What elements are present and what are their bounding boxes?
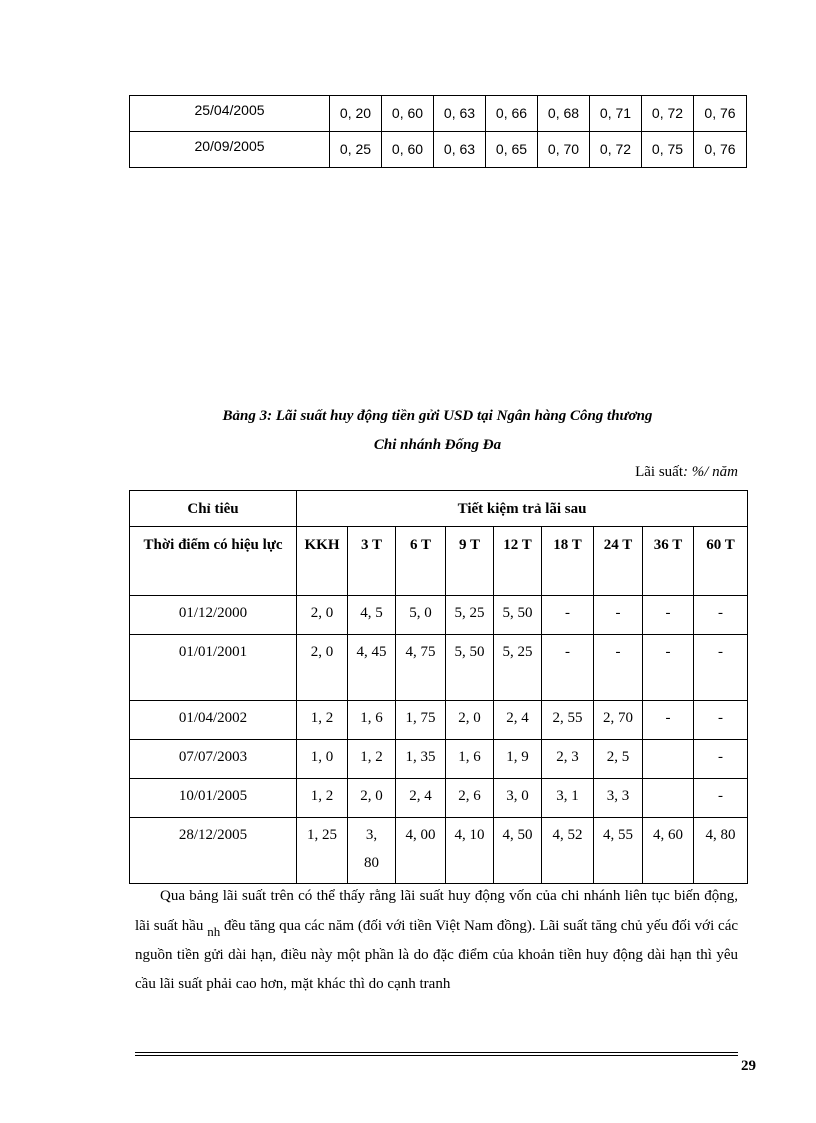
header-cell-savings-group: Tiết kiệm trả lãi sau	[297, 491, 748, 527]
top-rate-table	[129, 95, 747, 168]
rate-cell: 0, 76	[694, 96, 747, 132]
rate-cell: 1, 2	[297, 779, 348, 818]
rate-cell: 1, 6	[348, 701, 396, 740]
header-cell-term: 12 T	[494, 527, 542, 596]
rate-cell: 3, 80	[348, 818, 396, 884]
rate-cell: -	[643, 701, 694, 740]
rate-cell: -	[542, 635, 594, 701]
rate-cell: 2, 0	[348, 779, 396, 818]
rate-cell: -	[643, 596, 694, 635]
rate-cell: 0, 75	[642, 132, 694, 168]
rate-cell	[643, 779, 694, 818]
rate-cell: -	[594, 596, 643, 635]
date-cell: 01/12/2000	[130, 596, 297, 635]
table-row	[130, 635, 748, 701]
header-cell-term: KKH	[297, 527, 348, 596]
header-cell-indicator: Chỉ tiêu	[130, 491, 297, 527]
rate-cell: 5, 50	[494, 596, 542, 635]
rate-cell: 2, 3	[542, 740, 594, 779]
rate-cell: 4, 45	[348, 635, 396, 701]
rate-cell: 3, 1	[542, 779, 594, 818]
header-cell-term: 36 T	[643, 527, 694, 596]
rate-cell: -	[694, 635, 748, 701]
date-cell: 20/09/2005	[130, 132, 330, 168]
rate-cell: 0, 63	[434, 96, 486, 132]
rate-cell: 4, 00	[396, 818, 446, 884]
table-row	[130, 740, 748, 779]
rate-cell: -	[694, 740, 748, 779]
rate-cell: 3, 3	[594, 779, 643, 818]
rate-cell: 2, 0	[297, 596, 348, 635]
rate-cell: 3, 0	[494, 779, 542, 818]
rate-cell: 2, 4	[396, 779, 446, 818]
rate-cell: 4, 75	[396, 635, 446, 701]
unit-label	[635, 464, 738, 481]
table-row	[130, 596, 748, 635]
rate-cell: 5, 25	[494, 635, 542, 701]
rate-cell: -	[594, 635, 643, 701]
rate-cell: 4, 5	[348, 596, 396, 635]
rate-cell: -	[694, 779, 748, 818]
rate-cell: 1, 2	[297, 701, 348, 740]
rate-cell: 5, 50	[446, 635, 494, 701]
paragraph-text: đều tăng qua các năm (đối với tiền Việt Nam đồng). Lãi suất tăng chủ yếu đối với các nguồn tiền gửi dài hạn, điều này một phần là do đặc điểm của khoản tiền huy động dài hạn thì yêu cầu lãi suất phải cao hơn, mặt khác thì do cạnh tranh	[135, 918, 739, 992]
rate-cell: -	[542, 596, 594, 635]
rate-cell: 1, 25	[297, 818, 348, 884]
rate-cell: 2, 4	[494, 701, 542, 740]
table-row	[130, 779, 748, 818]
rate-cell: 4, 80	[694, 818, 748, 884]
rate-cell: 1, 75	[396, 701, 446, 740]
rate-cell: 0, 25	[330, 132, 382, 168]
table-row	[130, 701, 748, 740]
rate-cell: 1, 35	[396, 740, 446, 779]
rate-cell: 4, 60	[643, 818, 694, 884]
paragraph-text: Qua bảng lãi suất trên có thể thấy rằng lãi suất huy động vốn của chi nhánh liên tục biến động, lãi suất hầu	[135, 888, 738, 934]
table-row	[130, 132, 747, 168]
rate-cell: 0, 63	[434, 132, 486, 168]
footer-divider	[135, 1055, 738, 1056]
rate-cell: -	[694, 596, 748, 635]
rate-cell: 2, 0	[446, 701, 494, 740]
rate-cell: 4, 10	[446, 818, 494, 884]
rate-cell: 0, 60	[382, 96, 434, 132]
rate-cell: -	[643, 635, 694, 701]
rate-cell: 0, 76	[694, 132, 747, 168]
rate-cell: 1, 6	[446, 740, 494, 779]
header-cell-term: 60 T	[694, 527, 748, 596]
unit-label-value: : %/ năm	[683, 464, 738, 480]
rate-cell: 5, 25	[446, 596, 494, 635]
table-caption-title: Bảng 3: Lãi suất huy động tiền gửi USD tại Ngân hàng Công thương	[222, 408, 653, 424]
header-cell-effective-date: Thời điểm có hiệu lực	[130, 527, 297, 596]
header-row	[130, 491, 748, 527]
rate-cell: 4, 52	[542, 818, 594, 884]
unit-label-text: Lãi suất	[635, 464, 683, 480]
rate-cell: -	[694, 701, 748, 740]
date-cell: 10/01/2005	[130, 779, 297, 818]
rate-cell: 1, 2	[348, 740, 396, 779]
paragraph-subscript-note: nh	[207, 924, 221, 939]
rate-cell: 1, 9	[494, 740, 542, 779]
date-cell: 01/01/2001	[130, 635, 297, 701]
date-cell: 01/04/2002	[130, 701, 297, 740]
rate-cell: 0, 68	[538, 96, 590, 132]
rate-cell: 0, 60	[382, 132, 434, 168]
rate-cell: 5, 0	[396, 596, 446, 635]
rate-cell: 0, 72	[642, 96, 694, 132]
body-paragraph	[135, 882, 738, 999]
header-cell-term: 6 T	[396, 527, 446, 596]
rate-cell: 0, 20	[330, 96, 382, 132]
rate-cell: 2, 5	[594, 740, 643, 779]
rate-cell: 0, 72	[590, 132, 642, 168]
rate-cell: 0, 70	[538, 132, 590, 168]
rate-cell: 0, 71	[590, 96, 642, 132]
date-cell: 07/07/2003	[130, 740, 297, 779]
header-cell-term: 3 T	[348, 527, 396, 596]
rate-cell: 2, 0	[297, 635, 348, 701]
rate-cell: 2, 55	[542, 701, 594, 740]
table-row	[130, 818, 748, 884]
table-caption-subtitle: Chi nhánh Đống Đa	[373, 437, 502, 453]
footer-divider	[135, 1052, 738, 1053]
rate-cell: 1, 0	[297, 740, 348, 779]
usd-deposit-rate-table	[129, 490, 748, 884]
header-cell-term: 24 T	[594, 527, 643, 596]
rate-cell: 2, 70	[594, 701, 643, 740]
header-cell-term: 18 T	[542, 527, 594, 596]
header-cell-term: 9 T	[446, 527, 494, 596]
rate-cell: 0, 66	[486, 96, 538, 132]
header-row	[130, 527, 748, 596]
rate-cell: 2, 6	[446, 779, 494, 818]
rate-cell: 4, 55	[594, 818, 643, 884]
date-cell: 28/12/2005	[130, 818, 297, 884]
rate-cell: 4, 50	[494, 818, 542, 884]
table-row	[130, 96, 747, 132]
rate-cell: 0, 65	[486, 132, 538, 168]
date-cell: 25/04/2005	[130, 96, 330, 132]
rate-cell	[643, 740, 694, 779]
page-number: 29	[741, 1058, 756, 1074]
